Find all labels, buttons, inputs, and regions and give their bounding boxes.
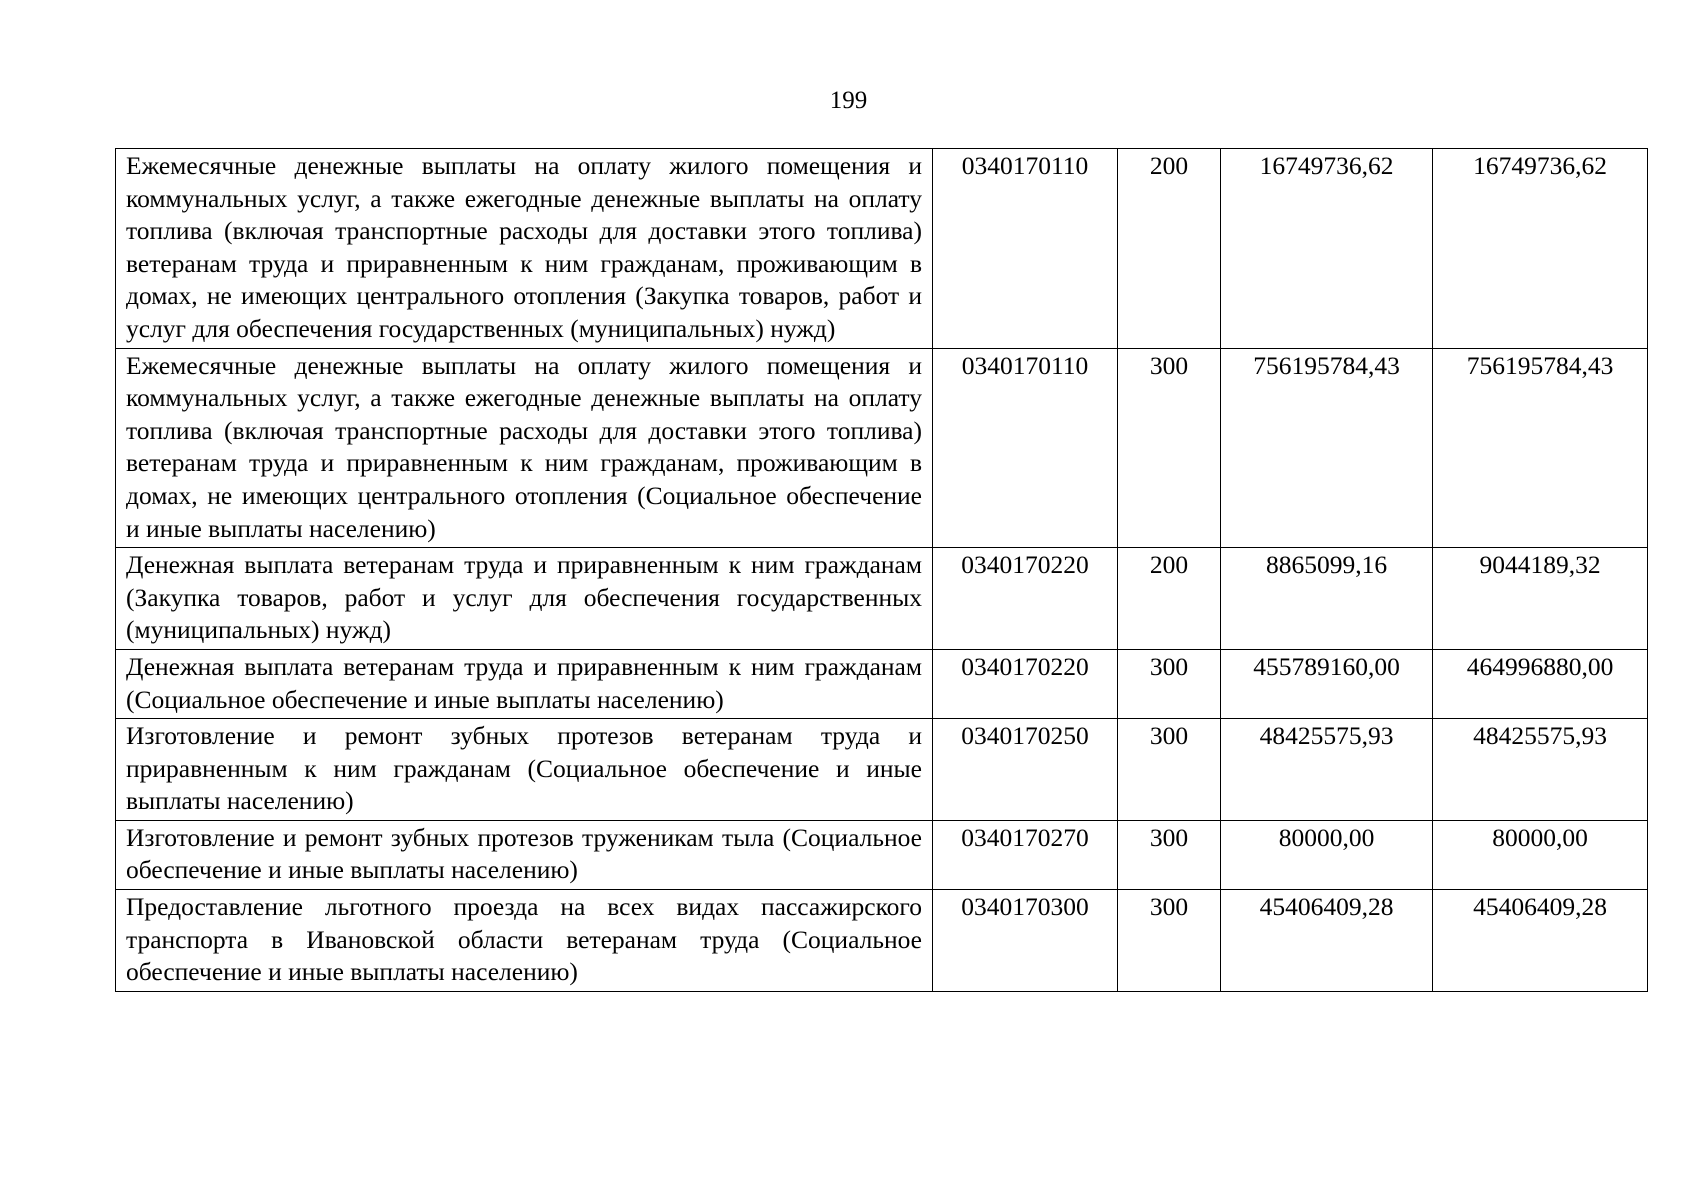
row-description: Изготовление и ремонт зубных протезов ветеранам труда и приравненным к ним гражданам (Социальное обеспечение и иные выплаты населению) <box>116 719 933 821</box>
table-row <box>116 649 1648 718</box>
row-amount-year2: 45406409,28 <box>1433 890 1648 992</box>
row-expense-type: 200 <box>1118 149 1221 349</box>
row-amount-year2: 80000,00 <box>1433 820 1648 889</box>
row-amount-year1: 756195784,43 <box>1221 348 1433 548</box>
row-amount-year2: 16749736,62 <box>1433 149 1648 349</box>
table-row <box>116 149 1648 349</box>
row-amount-year1: 80000,00 <box>1221 820 1433 889</box>
row-expense-type: 300 <box>1118 820 1221 889</box>
row-amount-year1: 455789160,00 <box>1221 649 1433 718</box>
row-amount-year1: 45406409,28 <box>1221 890 1433 992</box>
row-description: Ежемесячные денежные выплаты на оплату жилого помещения и коммунальных услуг, а также ежегодные денежные выплаты на оплату топлива (включая транспортные расходы для доставки этого топлива) ветеранам труда и приравненным к ним гражданам, проживающим в домах, не имеющих центрального отопления (Социальное обеспечение и иные выплаты населению) <box>116 348 933 548</box>
row-expense-type: 300 <box>1118 719 1221 821</box>
row-description: Изготовление и ремонт зубных протезов труженикам тыла (Социальное обеспечение и иные выплаты населению) <box>116 820 933 889</box>
row-amount-year2: 9044189,32 <box>1433 548 1648 650</box>
row-expense-type: 200 <box>1118 548 1221 650</box>
table-row <box>116 348 1648 548</box>
row-target-code: 0340170110 <box>933 348 1118 548</box>
row-amount-year1: 16749736,62 <box>1221 149 1433 349</box>
page-number: 199 <box>829 87 868 114</box>
row-description: Ежемесячные денежные выплаты на оплату жилого помещения и коммунальных услуг, а также ежегодные денежные выплаты на оплату топлива (включая транспортные расходы для доставки этого топлива) ветеранам труда и приравненным к ним гражданам, проживающим в домах, не имеющих центрального отопления (Закупка товаров, работ и услуг для обеспечения государственных (муниципальных) нужд) <box>116 149 933 349</box>
row-amount-year2: 464996880,00 <box>1433 649 1648 718</box>
table-row <box>116 719 1648 821</box>
row-target-code: 0340170300 <box>933 890 1118 992</box>
row-target-code: 0340170270 <box>933 820 1118 889</box>
row-target-code: 0340170250 <box>933 719 1118 821</box>
row-amount-year2: 48425575,93 <box>1433 719 1648 821</box>
table-row <box>116 820 1648 889</box>
row-description: Предоставление льготного проезда на всех видах пассажирского транспорта в Ивановской области ветеранам труда (Социальное обеспечение и иные выплаты населению) <box>116 890 933 992</box>
budget-table <box>115 148 1648 992</box>
row-amount-year1: 48425575,93 <box>1221 719 1433 821</box>
row-target-code: 0340170220 <box>933 649 1118 718</box>
row-amount-year2: 756195784,43 <box>1433 348 1648 548</box>
row-expense-type: 300 <box>1118 649 1221 718</box>
row-expense-type: 300 <box>1118 890 1221 992</box>
row-target-code: 0340170110 <box>933 149 1118 349</box>
table-row <box>116 890 1648 992</box>
row-expense-type: 300 <box>1118 348 1221 548</box>
row-amount-year1: 8865099,16 <box>1221 548 1433 650</box>
row-description: Денежная выплата ветеранам труда и приравненным к ним гражданам (Социальное обеспечение и иные выплаты населению) <box>116 649 933 718</box>
row-target-code: 0340170220 <box>933 548 1118 650</box>
table-row <box>116 548 1648 650</box>
row-description: Денежная выплата ветеранам труда и приравненным к ним гражданам (Закупка товаров, работ и услуг для обеспечения государственных (муниципальных) нужд) <box>116 548 933 650</box>
